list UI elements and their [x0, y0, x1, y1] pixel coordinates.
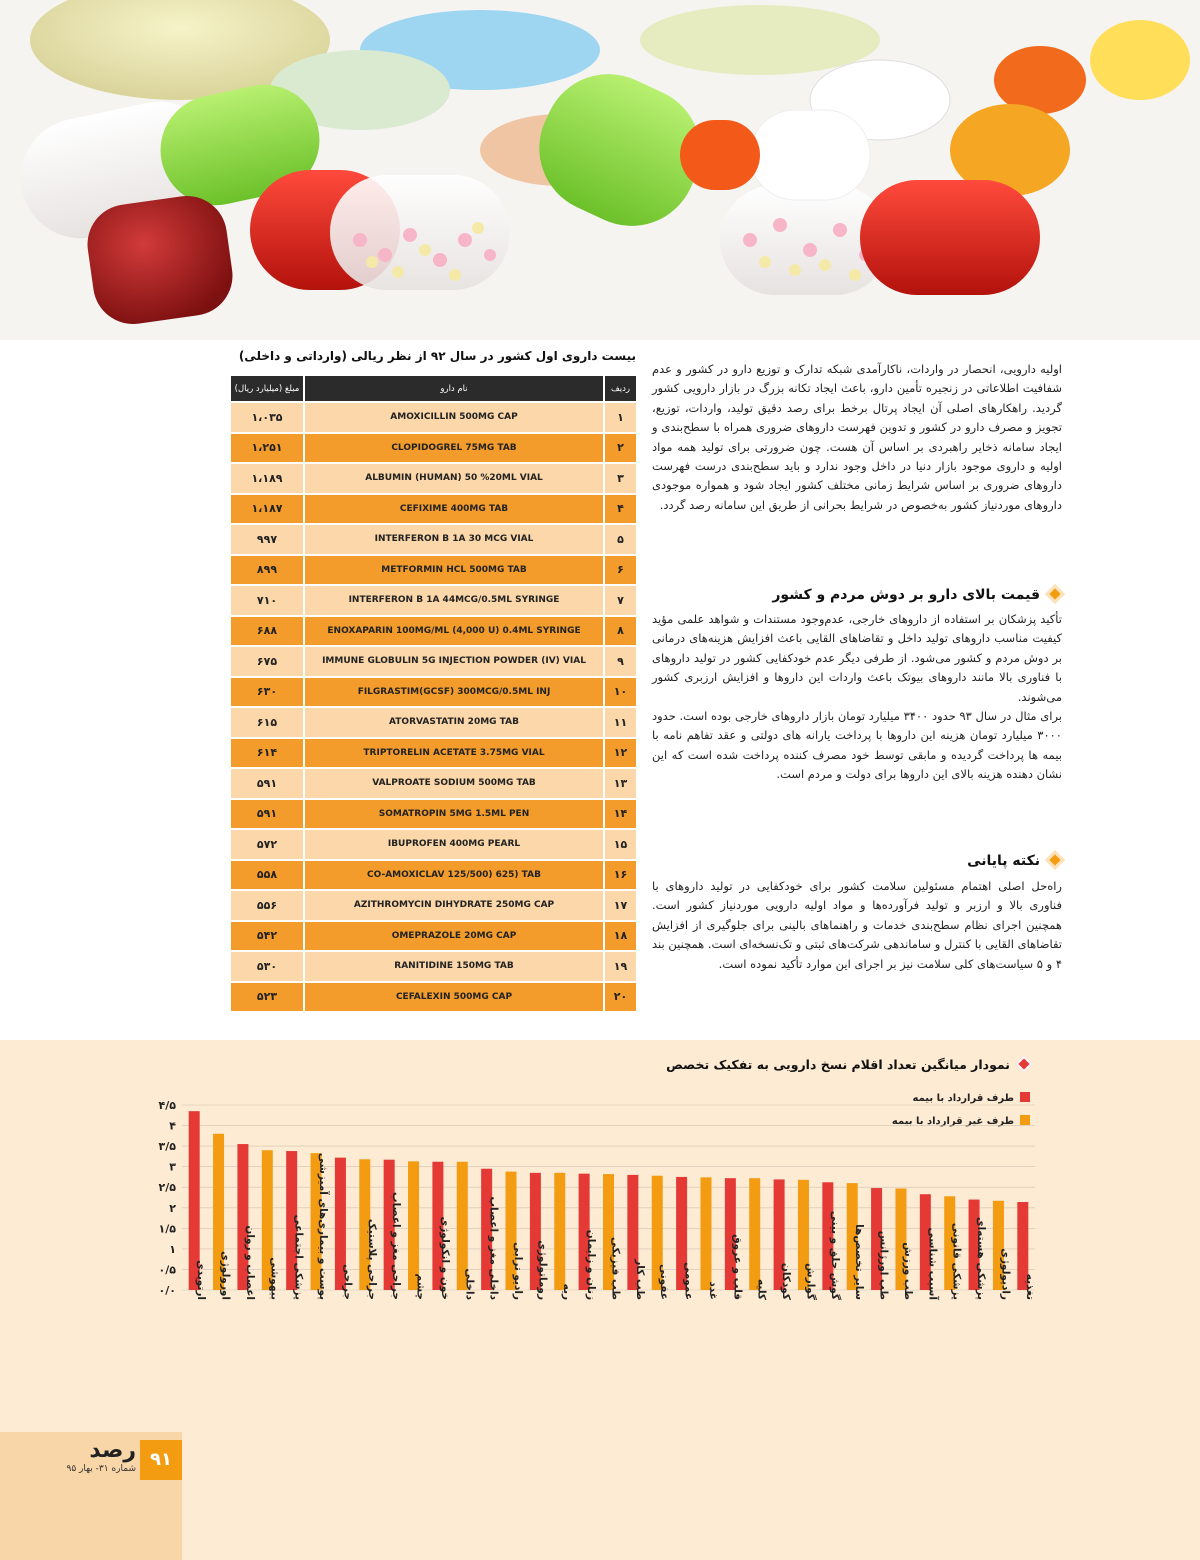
drug-name: INTERFERON B 1A 30 MCG VIAL — [304, 524, 604, 555]
x-category-label: جراحی پلاستیک — [365, 1218, 378, 1300]
row-number: ۱۵ — [604, 829, 637, 860]
drug-amount: ۷۱۰ — [230, 585, 304, 616]
drug-amount: ۶۸۸ — [230, 616, 304, 647]
x-category-label: جراحی — [341, 1264, 354, 1300]
y-tick-label: ۴/۵ — [158, 1099, 176, 1112]
x-category-label: طب فیزیکی — [609, 1236, 622, 1300]
issue-label: شماره ۳۱- بهار ۹۵ — [66, 1464, 136, 1474]
x-category-label: خون و انکولوژی — [438, 1216, 451, 1300]
table-row — [230, 890, 637, 921]
row-number: ۴ — [604, 494, 637, 525]
table-row — [230, 402, 637, 433]
drug-amount: ۵۹۱ — [230, 799, 304, 830]
page-number: ۹۱ — [140, 1440, 182, 1480]
table-title: بیست داروی اول کشور در سال ۹۲ از نظر ریالی (وارداتی و داخلی) — [238, 349, 636, 363]
drug-amount: ۱،۱۸۹ — [230, 463, 304, 494]
row-number: ۷ — [604, 585, 637, 616]
table-header-row — [230, 375, 637, 402]
drug-name: CO-AMOXICLAV 125/500) 625) TAB — [304, 860, 604, 891]
row-number: ۱۷ — [604, 890, 637, 921]
drug-amount: ۶۳۰ — [230, 677, 304, 708]
table-row — [230, 799, 637, 830]
legend-insured-label: طرف قرارداد با بیمه — [912, 1093, 1014, 1104]
drug-amount: ۱،۲۵۱ — [230, 433, 304, 464]
top-drugs-table — [229, 374, 638, 1013]
x-category-label: داخلی — [463, 1268, 476, 1300]
y-tick-label: ۲ — [169, 1201, 176, 1215]
header-amount: مبلغ (میلیارد ریال) — [230, 375, 304, 402]
x-category-label: اورولوژی — [219, 1251, 232, 1300]
row-number: ۱۱ — [604, 707, 637, 738]
section-heading-final — [700, 853, 1062, 869]
table-row — [230, 829, 637, 860]
table-row — [230, 646, 637, 677]
chart-y-ticks — [159, 1099, 177, 1297]
table-body — [230, 402, 637, 1012]
drug-name: CEFALEXIN 500MG CAP — [304, 982, 604, 1013]
row-number: ۱۶ — [604, 860, 637, 891]
row-number: ۳ — [604, 463, 637, 494]
section-heading-price — [700, 587, 1062, 603]
drug-name: ENOXAPARIN 100MG/ML (4,000 U) 0.4ML SYRINGE — [304, 616, 604, 647]
table-row — [230, 982, 637, 1013]
y-tick-label: ۴ — [169, 1119, 176, 1133]
table-row — [230, 555, 637, 586]
row-number: ۶ — [604, 555, 637, 586]
table-row — [230, 860, 637, 891]
x-category-label: بیهوشی — [268, 1257, 281, 1300]
drug-amount: ۵۵۶ — [230, 890, 304, 921]
drug-amount: ۵۷۲ — [230, 829, 304, 860]
x-category-label: عمومی — [682, 1262, 695, 1300]
x-category-label: رادیو ترابی — [512, 1242, 525, 1300]
x-category-label: روماتولوژی — [536, 1240, 549, 1300]
x-category-label: سایر تخصص‌ها — [853, 1224, 866, 1300]
y-tick-label: ۰/۰ — [158, 1284, 176, 1297]
article-paragraph-2: تأکید پزشکان بر استفاده از داروهای خارجی، عدم‌وجود مستندات و شواهد علمی مؤید کیفیت مناسب داروهای تولید داخل و تقاضاهای القایی باعث افزایش هزینه‌های درمانی بر دوش مردم و کشور می‌شود. از طرفی دیگر عدم خودکفایی کشور در تولید داروهای با فناوری بالا مانند داروهای بیوتک باعث واردات این داروها و افزایش ارزبری کشور می‌شوند. — [652, 612, 1062, 704]
diamond-bullet-icon — [1045, 584, 1065, 604]
row-number: ۱۸ — [604, 921, 637, 952]
table-row — [230, 463, 637, 494]
y-tick-label: ۳/۵ — [158, 1140, 176, 1154]
drug-amount: ۵۹۱ — [230, 768, 304, 799]
drug-amount: ۱،۰۳۵ — [230, 402, 304, 433]
y-tick-label: ۲/۵ — [158, 1181, 176, 1195]
x-category-label: پزشکی هسته‌ای — [975, 1216, 988, 1300]
table-row — [230, 524, 637, 555]
chart-x-labels — [195, 1153, 1036, 1301]
diamond-bullet-icon — [1045, 850, 1065, 870]
drug-amount: ۸۹۹ — [230, 555, 304, 586]
chart-bar — [408, 1161, 419, 1290]
row-number: ۸ — [604, 616, 637, 647]
x-category-label: غدد — [706, 1281, 719, 1300]
table-row — [230, 951, 637, 982]
hero-pills-image — [0, 0, 1200, 340]
x-category-label: تغذیه — [1023, 1273, 1036, 1300]
article-paragraph-3: برای مثال در سال ۹۳ حدود ۳۴۰۰ میلیارد تومان بازار داروهای خارجی بوده است. حدود ۳۰۰۰ میلیارد تومان هزینه این داروها با پرداخت یارانه های دولتی و عقد تفاهم نامه با بیمه ها پرداخت گردیده و مابقی توسط خود مصرف کننده پرداخت شده است که این نشان دهنده هزینه بالای این داروها برای دولت و مردم است. — [652, 709, 1063, 782]
y-tick-label: ۱/۵ — [158, 1222, 176, 1236]
drug-name: RANITIDINE 150MG TAB — [304, 951, 604, 982]
x-category-label: گوش حلق و بینی — [828, 1210, 841, 1300]
row-number: ۲۰ — [604, 982, 637, 1013]
drug-name: ATORVASTATIN 20MG TAB — [304, 707, 604, 738]
x-category-label: کودکان — [780, 1262, 793, 1300]
drug-name: OMEPRAZOLE 20MG CAP — [304, 921, 604, 952]
drug-amount: ۶۷۵ — [230, 646, 304, 677]
x-category-label: اعصاب و روان — [243, 1225, 256, 1300]
x-category-label: گوارش — [804, 1263, 817, 1300]
header-drug-name: نام دارو — [304, 375, 604, 402]
x-category-label: آسیب شناسی — [926, 1227, 939, 1300]
drug-amount: ۶۱۵ — [230, 707, 304, 738]
row-number: ۱۴ — [604, 799, 637, 830]
row-number: ۱ — [604, 402, 637, 433]
row-number: ۹ — [604, 646, 637, 677]
drug-amount: ۵۳۰ — [230, 951, 304, 982]
chart-bar — [554, 1173, 565, 1290]
x-category-label: طب اورژانس — [877, 1230, 890, 1300]
article-paragraph-1: اولیه دارویی، انحصار در واردات، ناکارآمدی شبکه تدارک و توزیع دارو در کشور و عدم شفافیت اطلاعاتی در زنجیره تأمین دارو، باعث ایجاد تکانه بزرگ در بازار دارویی کشور گردید. راهکارهای اصلی آن ایجاد پرتال برخط برای رصد دقیق تولید، واردات، توزیع، تجویز و مصرف دارو در کشور و تدوین فهرست داروهای ضروری همراه با سطح‌بندی و ایجاد سامانه ذخایر راهبردی بر اساس آن هست. چون ضرورتی برای تولید همه مواد اولیه و داروی موجود بازار دنیا در داخل وجود ندارد و باید سطح‌بندی درست فهرست داروهای ضروری بر اساس شرایط زمانی مختلف کشور ایجاد شود و همواره موجودی داروهای موردنیاز کشور به‌خصوص در شرایط بحرانی از طریق این سامانه رصد گردد. — [652, 362, 1062, 512]
x-category-label: طب کار — [633, 1259, 646, 1300]
header-row-number: ردیف — [604, 375, 637, 402]
table-row — [230, 494, 637, 525]
x-category-label: ریه — [560, 1283, 573, 1300]
drug-name: METFORMIN HCL 500MG TAB — [304, 555, 604, 586]
drug-amount: ۵۲۳ — [230, 982, 304, 1013]
x-category-label: ارتوپدی — [195, 1260, 208, 1300]
row-number: ۱۰ — [604, 677, 637, 708]
table-row — [230, 707, 637, 738]
drug-name: INTERFERON B 1A 44MCG/0.5ML SYRINGE — [304, 585, 604, 616]
x-category-label: قلب و عروق — [731, 1234, 744, 1300]
row-number: ۱۹ — [604, 951, 637, 982]
drug-name: IMMUNE GLOBULIN 5G INJECTION POWDER (IV) VIAL — [304, 646, 604, 677]
x-category-label: پزشکی قانونی — [950, 1222, 963, 1300]
table-row — [230, 677, 637, 708]
drug-name: CEFIXIME 400MG TAB — [304, 494, 604, 525]
x-category-label: جراحی مغز و اعصاب — [390, 1192, 403, 1300]
x-category-label: طب ورزش — [901, 1242, 914, 1300]
table-row — [230, 921, 637, 952]
table-row — [230, 616, 637, 647]
chart-bar — [700, 1177, 711, 1290]
x-category-label: رادیولوژی — [999, 1248, 1012, 1300]
drug-name: ALBUMIN (HUMAN) 50 %20ML VIAL — [304, 463, 604, 494]
drug-amount: ۱،۱۸۷ — [230, 494, 304, 525]
drug-amount: ۵۴۲ — [230, 921, 304, 952]
drug-name: CLOPIDOGREL 75MG TAB — [304, 433, 604, 464]
table-row — [230, 768, 637, 799]
x-category-label: زنان و زایمان — [585, 1229, 598, 1300]
x-category-label: داخلی مغز و اعصاب — [487, 1196, 500, 1300]
drug-name: TRIPTORELIN ACETATE 3.75MG VIAL — [304, 738, 604, 769]
x-category-label: پزشکی اجتماعی — [292, 1214, 305, 1300]
x-category-label: کلیه — [755, 1278, 768, 1300]
row-number: ۱۳ — [604, 768, 637, 799]
drug-name: IBUPROFEN 400MG PEARL — [304, 829, 604, 860]
article-paragraph-4: راه‌حل اصلی اهتمام مسئولین سلامت کشور برای خودکفایی در تولید داروهای با فناوری بالا و ارزبر و تولید فرآورده‌ها و مواد اولیه دارویی موردنیاز کشور است. همچنین اجرای نظام سطح‌بندی خدمات و راهنماهای بالینی برای جلوگیری از افزایش تقاضاهای القایی با کنترل و ساماندهی شرکت‌های ثبتی و تک‌نسخه‌ای است. همچنین بند ۴ و ۵ سیاست‌های کلی سلامت نیز بر اجرای این موارد تأکید نموده است. — [652, 879, 1062, 971]
row-number: ۵ — [604, 524, 637, 555]
drug-amount: ۶۱۴ — [230, 738, 304, 769]
drug-amount: ۹۹۷ — [230, 524, 304, 555]
table-row — [230, 433, 637, 464]
drug-name: AZITHROMYCIN DIHYDRATE 250MG CAP — [304, 890, 604, 921]
section-heading-price-text: قیمت بالای دارو بر دوش مردم و کشور — [772, 587, 1040, 603]
drug-amount: ۵۵۸ — [230, 860, 304, 891]
chart-title-text: نمودار میانگین تعداد اقلام نسخ دارویی به تفکیک تخصص — [666, 1057, 1010, 1072]
drug-name: VALPROATE SODIUM 500MG TAB — [304, 768, 604, 799]
drug-name: AMOXICILLIN 500MG CAP — [304, 402, 604, 433]
chart-bar — [749, 1178, 760, 1290]
y-tick-label: ۰/۵ — [158, 1263, 176, 1277]
legend-uninsured-label: طرف غیر قرارداد با بیمه — [891, 1116, 1014, 1127]
specialty-bar-chart — [0, 1040, 1200, 1440]
magazine-logo: رصد — [89, 1438, 136, 1463]
table-row — [230, 585, 637, 616]
x-category-label: عفونی — [658, 1264, 671, 1300]
y-tick-label: ۳ — [169, 1160, 176, 1174]
drug-name: FILGRASTIM(GCSF) 300MCG/0.5ML INJ — [304, 677, 604, 708]
section-heading-final-text: نکته پایانی — [967, 853, 1040, 869]
x-category-label: پوست و بیماری‌های آمیزشی — [317, 1152, 330, 1300]
y-tick-label: ۱ — [169, 1242, 176, 1256]
table-row — [230, 738, 637, 769]
x-category-label: چشم — [414, 1273, 427, 1300]
row-number: ۲ — [604, 433, 637, 464]
drug-name: SOMATROPIN 5MG 1.5ML PEN — [304, 799, 604, 830]
row-number: ۱۲ — [604, 738, 637, 769]
